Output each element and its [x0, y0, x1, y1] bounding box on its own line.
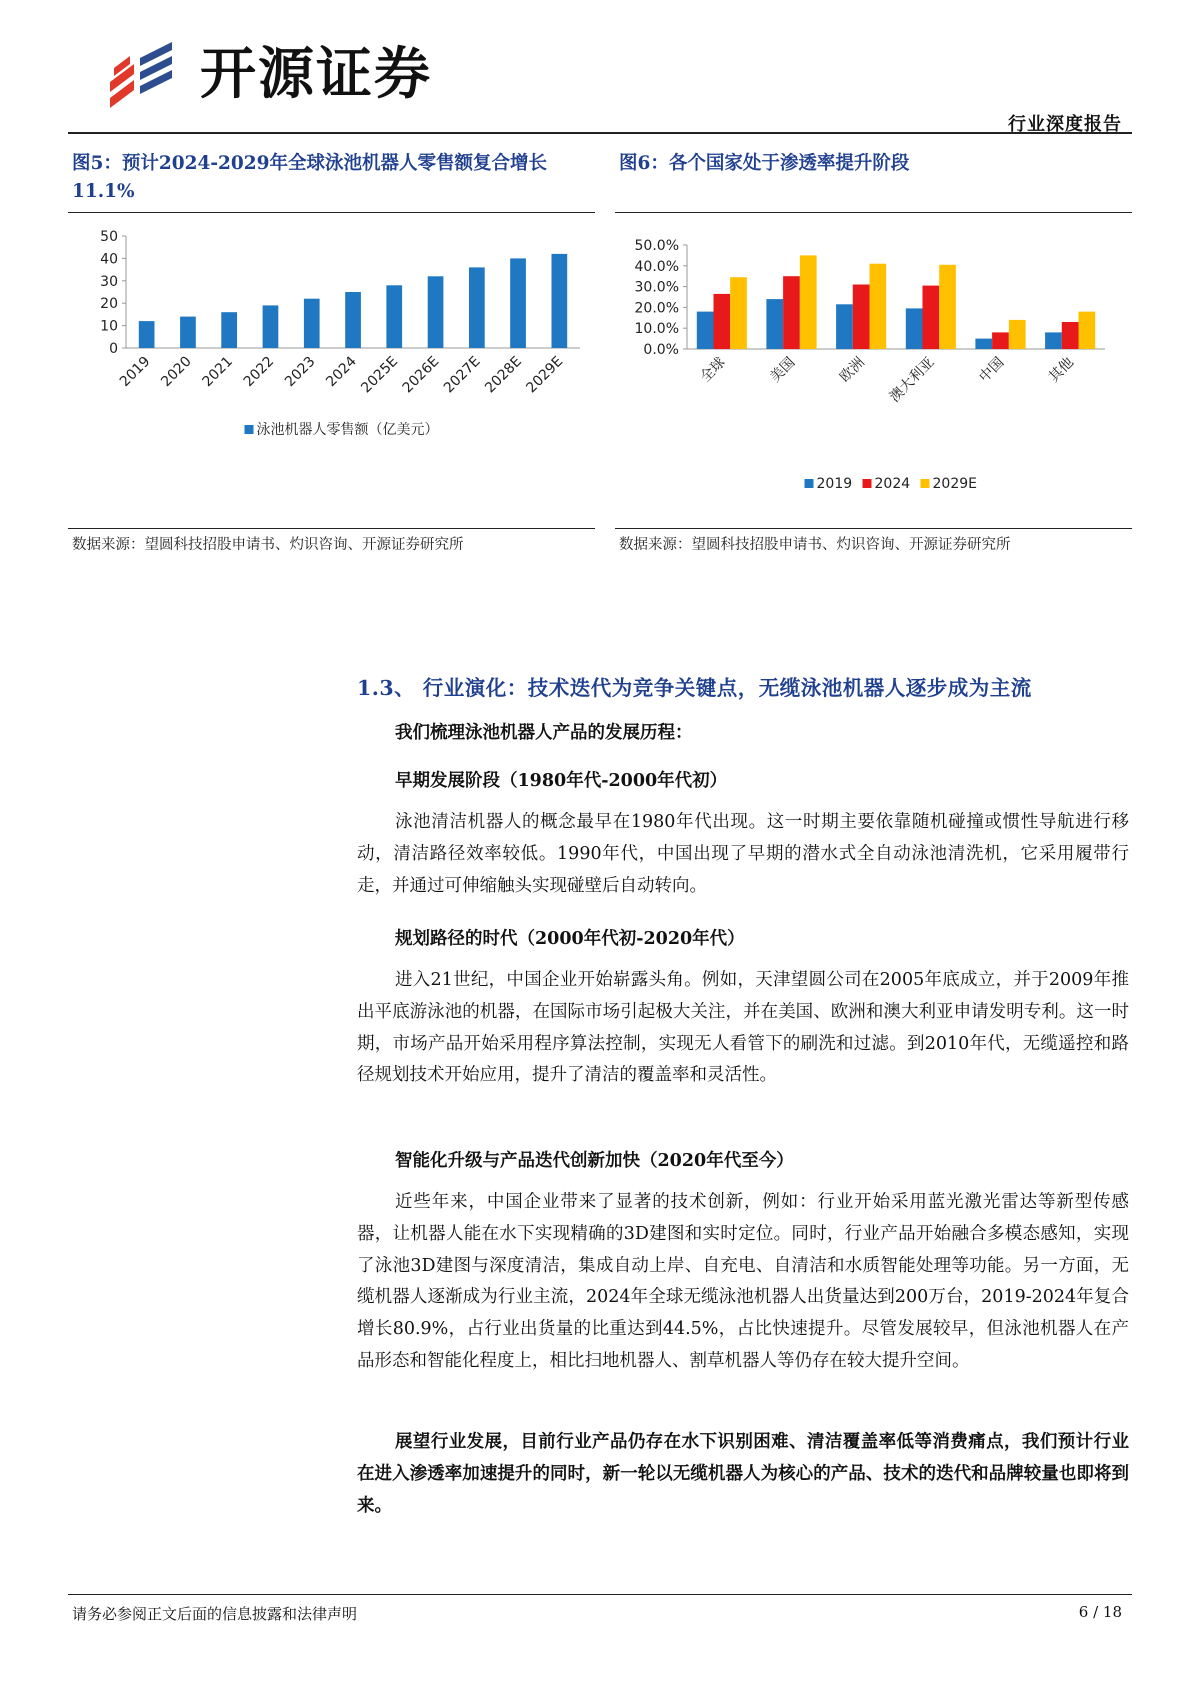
bar [697, 312, 714, 349]
stage2-paragraph: 进入21世纪，中国企业开始崭露头角。例如，天津望圆公司在2005年底成立，并于2009年推出平底游泳池的机器，在国际市场引起极大关注，并在美国、欧洲和澳大利亚申请发明专利。这一时期，市场产品开始采用程序算法控制，实现无人看管下的刷洗和过滤。到2010年代，无缆遥控和路径规划技术开始应用，提升了清洁的覆盖率和灵活性。 [357, 970, 1129, 1086]
bar [510, 258, 526, 348]
legend-swatch [805, 479, 814, 488]
stage1-title: 早期发展阶段（1980年代-2000年代初） [395, 771, 728, 791]
figure5-chart [68, 218, 595, 528]
bar [975, 339, 992, 349]
x-tick-label: 2026E [399, 353, 443, 397]
stage3-paragraph: 近些年来，中国企业带来了显著的技术创新，例如：行业开始采用蓝光激光雷达等新型传感器，让机器人能在水下实现精确的3D建图和实时定位。同时，行业产品开始融合多模态感知，实现了泳池3D建图与深度清洁，集成自动上岸、自充电、自清洁和水质智能处理等功能。另一方面，无缆机器人逐渐成为行业主流，2024年全球无缆泳池机器人出货量达到200万台，2019-2024年复合增长80.9%，占行业出货量的比重达到44.5%，占比快速提升。尽管发展较早，但泳池机器人在产品形态和智能化程度上，相比扫地机器人、割草机器人等仍存在较大提升空间。 [357, 1192, 1129, 1371]
stage2-title: 规划路径的时代（2000年代初-2020年代） [395, 929, 745, 949]
stage1-paragraph: 泳池清洁机器人的概念最早在1980年代出现。这一时期主要依靠随机碰撞或惯性导航进行移动，清洁路径效率较低。1990年代，中国出现了早期的潜水式全自动泳池清洗机，它采用履带行走，并通过可伸缩触头实现碰壁后自动转向。 [357, 812, 1129, 896]
bar [730, 277, 747, 349]
bar [180, 317, 196, 348]
figure6-title: 图6：各个国家处于渗透率提升阶段 [619, 153, 910, 174]
x-tick-label: 2022 [240, 353, 278, 391]
figure6-source: 数据来源：望圆科技招股申请书、灼识咨询、开源证券研究所 [619, 537, 1011, 553]
y-tick-label: 40.0% [634, 258, 679, 275]
bar [853, 285, 870, 350]
bar [552, 254, 568, 348]
footer-divider [68, 1594, 1132, 1595]
bar [263, 305, 279, 348]
y-tick-label: 0 [109, 341, 118, 357]
bar [836, 304, 853, 349]
bar [939, 265, 956, 349]
legend-swatch [863, 479, 872, 488]
header-divider [68, 132, 1132, 134]
x-tick-label: 2024 [323, 353, 360, 391]
section-heading: 1.3、 行业演化：技术迭代为竞争关键点，无缆泳池机器人逐步成为主流 [357, 676, 1032, 700]
x-tick-label: 2027E [440, 353, 484, 397]
bar [870, 264, 887, 349]
figure5-title: 图5：预计2024-2029年全球泳池机器人零售额复合增长11.1% [72, 153, 548, 202]
y-tick-label: 50.0% [634, 238, 679, 254]
bar [714, 294, 731, 349]
y-tick-label: 10.0% [634, 321, 679, 338]
y-tick-label: 30 [100, 273, 118, 290]
bar [783, 276, 800, 349]
y-tick-label: 10 [100, 318, 118, 335]
outlook-paragraph: 展望行业发展，目前行业产品仍存在水下识别困难、清洁覆盖率低等消费痛点，我们预计行业在进入渗透率加速提升的同时，新一轮以无缆机器人为核心的产品、技术的迭代和品牌较量也即将到来。 [357, 1432, 1129, 1516]
x-tick-label: 2019 [116, 353, 154, 391]
x-tick-label: 全球 [697, 354, 729, 386]
figure5-source: 数据来源：望圆科技招股申请书、灼识咨询、开源证券研究所 [72, 537, 464, 553]
x-tick-label: 2020 [158, 353, 195, 391]
brand-name: 开源证券 [200, 42, 432, 107]
y-tick-label: 20.0% [634, 300, 679, 317]
x-tick-label: 美国 [767, 354, 799, 386]
y-tick-label: 20 [100, 296, 118, 313]
y-tick-label: 0.0% [643, 342, 679, 358]
legend-swatch [245, 425, 254, 434]
bar [1062, 322, 1079, 349]
y-tick-label: 40 [100, 251, 118, 268]
bar [992, 332, 1009, 349]
figure6-top-rule [615, 212, 1132, 213]
bar [139, 321, 155, 348]
legend-label: 2019 [816, 476, 853, 492]
legend-swatch [921, 479, 930, 488]
x-tick-label: 2021 [199, 353, 237, 391]
bar [800, 255, 817, 349]
x-tick-label: 2025E [358, 353, 402, 397]
legend-label: 2024 [874, 476, 911, 492]
section-intro: 我们梳理泳池机器人产品的发展历程： [395, 723, 693, 743]
page-number: 6 / 18 [1078, 1603, 1122, 1621]
figure5-top-rule [68, 212, 595, 213]
y-tick-label: 30.0% [634, 279, 679, 296]
figure6-bottom-rule [615, 528, 1132, 529]
report-type: 行业深度报告 [1008, 114, 1122, 135]
bar [766, 299, 783, 349]
x-tick-label: 2029E [523, 353, 567, 397]
bar [304, 299, 320, 348]
bar [386, 285, 402, 348]
bar [345, 292, 361, 348]
logo-mark-icon [100, 42, 190, 108]
x-tick-label: 其他 [1045, 354, 1077, 386]
x-tick-label: 2028E [482, 353, 525, 397]
bar [1009, 320, 1026, 349]
x-tick-label: 中国 [976, 354, 1008, 386]
bar [221, 312, 237, 348]
bar [923, 286, 940, 349]
footer-disclaimer: 请务必参阅正文后面的信息披露和法律声明 [72, 1605, 358, 1623]
bar [1045, 332, 1062, 349]
bar [469, 267, 485, 348]
x-tick-label: 2023 [282, 353, 319, 391]
legend-label: 泳池机器人零售额（亿美元） [256, 422, 439, 438]
bar [1079, 312, 1096, 349]
y-tick-label: 50 [100, 229, 118, 245]
bar [906, 308, 923, 349]
bar [428, 276, 444, 348]
x-tick-label: 澳大利亚 [886, 354, 938, 406]
figure6-chart [615, 218, 1132, 528]
x-tick-label: 欧洲 [836, 354, 868, 386]
brand-logo [100, 40, 460, 110]
legend-label: 2029E [932, 476, 977, 492]
figure5-bottom-rule [68, 528, 595, 529]
stage3-title: 智能化升级与产品迭代创新加快（2020年代至今） [395, 1151, 794, 1171]
